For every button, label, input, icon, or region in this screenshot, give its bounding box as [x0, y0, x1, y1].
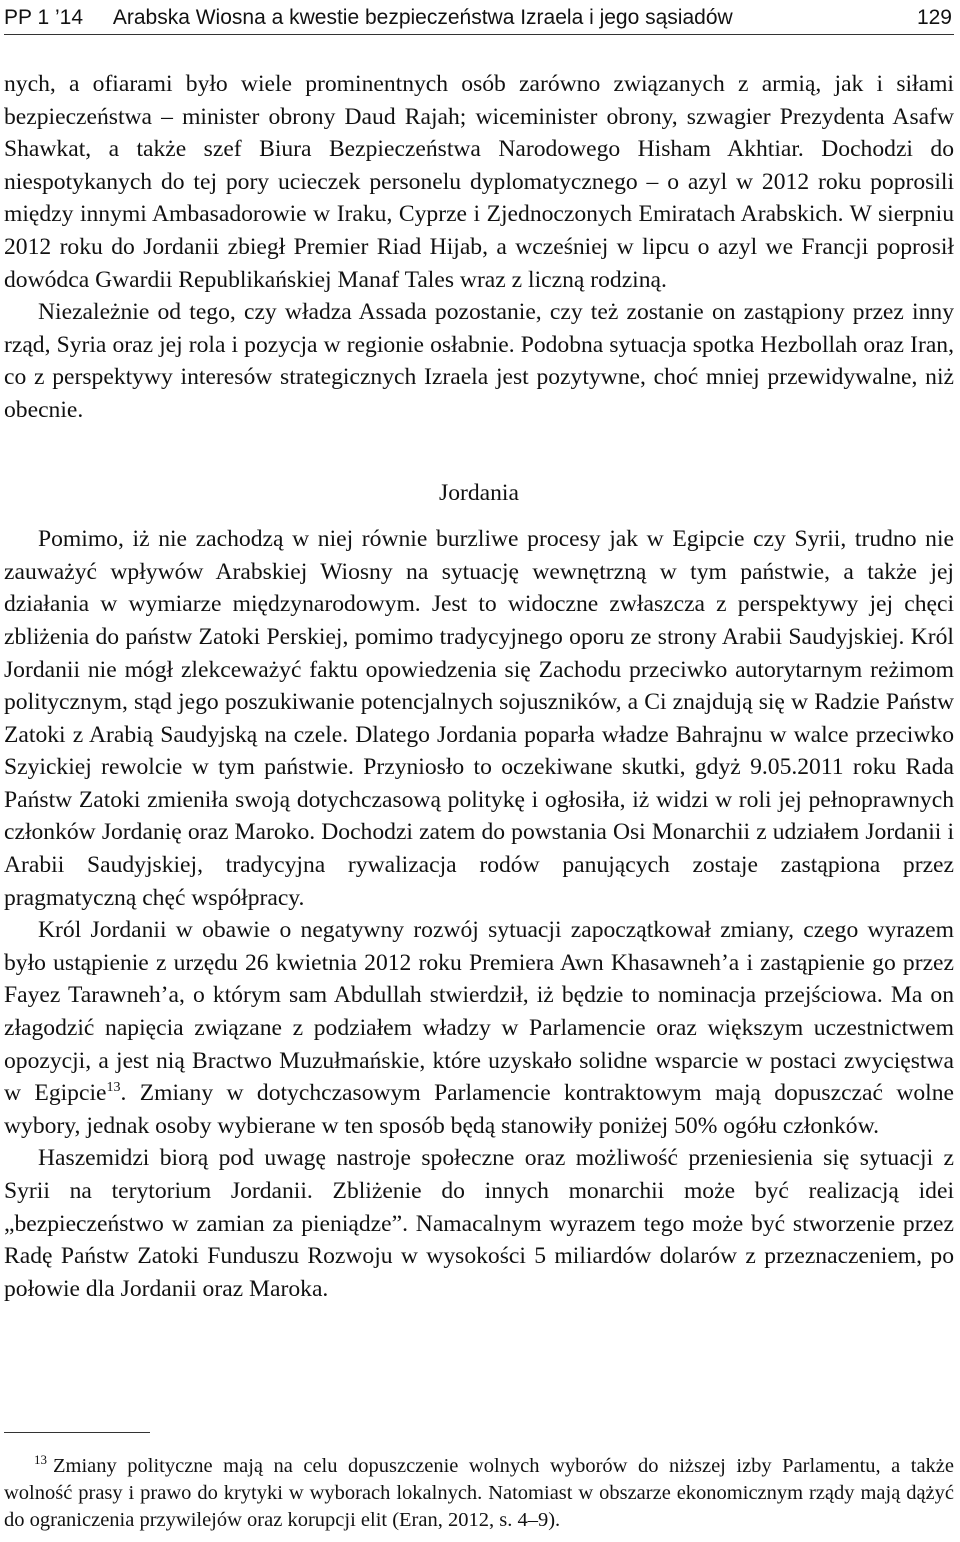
footnote-reference[interactable]: 13 — [106, 1080, 121, 1096]
paragraph-syria-conclusion: Niezależnie od tego, czy władza Assada pozostanie, czy też zostanie on zastąpiony przez inny rząd, Syria oraz jej rola i pozycja w regionie osłabnie. Podobna sytuacja spotka Hezbollah oraz Iran, co z perspektywy interesów strategicznych Izraela jest pozytywne, choć mniej przewidywalne, niż obecnie. — [4, 299, 954, 423]
section-heading: Jordania — [439, 479, 519, 506]
footnote-text: Zmiany polityczne mają na celu dopuszczenie wolnych wyborów do niższej izby Parlamentu, a także wolność prasy i prawo do krytyki w wyborach lokalnych. Natomiast w obszarze ekonomicznym rządy mają dążyć do ograniczenia przywilejów oraz korupcji elit (Eran, 2012, s. 4–9). — [4, 1455, 954, 1531]
footnote-number: 13 — [34, 1452, 47, 1468]
paragraph-text: . Zmiany w dotychczasowym Parlamencie kontraktowym mają dopuszczać wolne wybory, jednak osoby wybierane w ten sposób będą stanowiły poniżej 50% ogółu członków. — [4, 1080, 954, 1139]
journal-code: PP 1 ’14 — [4, 6, 84, 29]
article-body — [4, 68, 954, 1305]
footnote-divider — [4, 1432, 150, 1433]
page-number: 129 — [916, 6, 952, 29]
paragraph-text: Król Jordanii w obawie o negatywny rozwój sytuacji zapoczątkował zmiany, czego wyrazem było ustąpienie z urzędu 26 kwietnia 2012 roku Premiera Awn Khasawneh’a i zastąpienie go przez Fayez Tarawneh’a, o którym sam Abdullah stwierdził, iż będzie to nominacja przejściowa. Ma on złagodzić napięcia związane z podziałem władzy w Parlamencie oraz większym uczestnictwem opozycji, a jest nią Bractwo Muzułmańskie, które uzyskało solidne wsparcie w postaci zwycięstwa w Egipcie — [4, 917, 954, 1107]
header-left — [4, 4, 733, 32]
footnote — [4, 1453, 954, 1534]
paragraph-jordan-king — [4, 914, 954, 1142]
page-header — [4, 4, 954, 35]
paragraph-hashemites: Haszemidzi biorą pod uwagę nastroje społeczne oraz możliwość przeniesienia się sytuacji z Syrii na terytorium Jordanii. Zbliżenie do innych monarchii może być realizacją idei „bezpieczeństwo w zamian za pieniądze”. Namacalnym wyrazem tego może być stworzenie przez Radę Państw Zatoki Funduszu Rozwoju w wysokości 5 miliardów dolarów z przeznaczeniem, po połowie dla Jordanii oraz Maroka. — [4, 1145, 954, 1302]
paragraph-jordan-intro: Pomimo, iż nie zachodzą w niej równie burzliwe procesy jak w Egipcie czy Syrii, trudno nie zauważyć wpływów Arabskiej Wiosny na sytuację wewnętrzną w tym państwie, a także jej działania w wymiarze międzynarodowym. Jest to widoczne zwłaszcza z perspektywy jej chęci zbliżenia do państw Zatoki Perskiej, pomimo tradycyjnego oporu ze strony Arabii Saudyjskiej. Król Jordanii nie mógł zlekceważyć faktu opowiedzenia się Zachodu przeciwko autorytarnym reżimom politycznym, stąd jego poszukiwanie potencjalnych sojuszników, a Ci znajdują się w Radzie Państw Zatoki z Arabią Saudyjską na czele. Dlatego Jordania poparła władze Bahrajnu w walce przeciwko Szyickiej rewolcie w tym państwie. Przyniosło to oczekiwane skutki, gdyż 9.05.2011 roku Rada Państw Zatoki zmieniła swoją dotychczasową politykę i ogłosiła, iż widzi w roli jej pełnoprawnych członków Jordanię oraz Maroko. Dochodzi zatem do powstania Osi Monarchii z udziałem Jordanii i Arabii Saudyjskiej, tradycyjna rywalizacja rodów panujących zostaje zastąpiona przez pragmatyczną chęć współpracy. — [4, 526, 954, 911]
paragraph-continuation: nych, a ofiarami było wiele prominentnych osób zarówno związanych z armią, jak i siłami bezpieczeństwa – minister obrony Daud Rajah; wiceminister obrony, szwagier Prezydenta Asafw Shawkat, a także szef Biura Bezpieczeństwa Narodowego Hisham Akhtiar. Dochodzi do niespotykanych do tej pory ucieczek personelu dyplomatycznego – o azyl w 2012 roku poprosili między innymi Ambasadorowie w Iraku, Cyprze i Zjednoczonych Emiratach Arabskich. W sierpniu 2012 roku do Jordanii zbiegł Premier Riad Hijab, a wcześniej w lipcu o azyl we Francji poprosił dowódca Gwardii Republikańskiej Manaf Tales wraz z liczną rodziną. — [4, 71, 954, 293]
running-title: Arabska Wiosna a kwestie bezpieczeństwa Izraela i jego sąsiadów — [112, 6, 733, 29]
